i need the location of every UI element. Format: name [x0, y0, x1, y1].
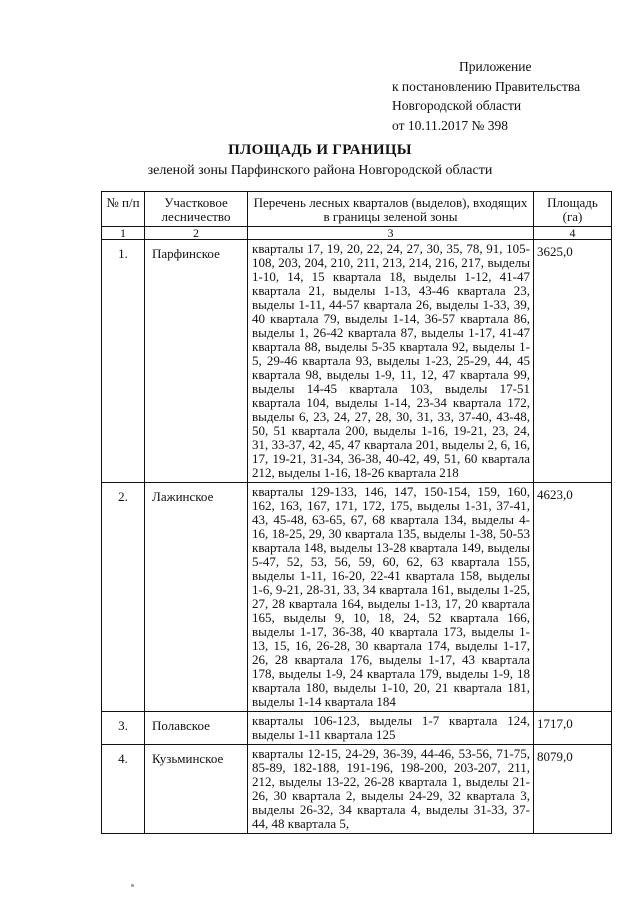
scan-speck	[131, 884, 134, 887]
header-number: № п/п	[102, 192, 145, 227]
header-forestry: Участковое лесничество	[145, 192, 248, 227]
green-zone-table	[101, 191, 612, 834]
table-row	[102, 240, 612, 483]
table-header-row	[102, 192, 612, 227]
table-row	[102, 712, 612, 745]
appendix-line-4: от 10.11.2017 № 398	[392, 117, 508, 133]
row-quarters: кварталы 129-133, 146, 147, 150-154, 159, 160, 162, 163, 167, 171, 172, 175, выделы 1-31, 37-41, 43, 45-48, 63-65, 67, 68 квартала 134, выделы 4-16, 18-25, 29, 30 квартала 135, выделы 1-38, 50-53 квартала 148, выделы 13-28 квартала 149, выделы 5-47, 52, 53, 56, 59, 60, 62, 63 квартала 155, выделы 1-11, 16-20, 22-41 квартала 158, выделы 1-6, 9-21, 28-31, 33, 34 квартала 161, выделы 1-25, 27, 28 квартала 164, выделы 1-13, 17, 20 квартала 165, выделы 9, 10, 18, 24, 52 квартала 166, выделы 1-17, 36-38, 40 квартала 173, выделы 1-13, 15, 16, 26-28, 30 квартала 174, выделы 1-17, 26, 28 квартала 176, выделы 1-17, 43 квартала 178, выделы 1-9, 24 квартала 179, выделы 1-9, 18 квартала 180, выделы 1-10, 20, 21 квартала 181, выделы 1-14 квартала 184	[248, 483, 534, 712]
row-forestry: Кузьминское	[145, 745, 248, 834]
header-area: Площадь (га)	[534, 192, 612, 227]
row-number: 4.	[102, 745, 145, 834]
row-area: 4623,0	[534, 483, 612, 712]
table-row	[102, 745, 612, 834]
header-quarters: Перечень лесных кварталов (выделов), входящих в границы зеленой зоны	[248, 192, 534, 227]
column-number: 2	[145, 227, 248, 240]
column-number: 4	[534, 227, 612, 240]
row-number: 2.	[102, 483, 145, 712]
document-title: ПЛОЩАДЬ И ГРАНИЦЫ	[228, 142, 412, 158]
row-quarters: кварталы 12-15, 24-29, 36-39, 44-46, 53-56, 71-75, 85-89, 182-188, 191-196, 198-200, 203-207, 211, 212, выделы 13-22, 26-28 квартала 1, выделы 21-26, 30 квартала 2, выделы 24-29, 32 квартала 3, выделы 26-32, 34 квартала 4, выделы 31-33, 37-44, 48 квартала 5,	[248, 745, 534, 834]
column-number-row	[102, 227, 612, 240]
row-area: 8079,0	[534, 745, 612, 834]
document-subtitle: зеленой зоны Парфинского района Новгородской области	[147, 163, 493, 178]
appendix-line-1: Приложение	[459, 59, 532, 74]
column-number: 1	[102, 227, 145, 240]
appendix-line-3: Новгородской области	[392, 98, 522, 113]
row-area: 1717,0	[534, 712, 612, 745]
column-number: 3	[248, 227, 534, 240]
appendix-line-2: к постановлению Правительства	[392, 78, 581, 94]
row-forestry: Полавское	[145, 712, 248, 745]
row-quarters: кварталы 17, 19, 20, 22, 24, 27, 30, 35, 78, 91, 105-108, 203, 204, 210, 211, 213, 214, 216, 217, выделы 1-10, 14, 15 квартала 18, выделы 1-12, 41-47 квартала 21, выделы 1-13, 43-46 квартала 23, выделы 1-11, 44-57 квартала 26, выделы 1-33, 39, 40 квартала 79, выделы 1-14, 36-57 квартала 86, выделы 1, 26-42 квартала 87, выделы 1-17, 41-47 квартала 88, выделы 5-35 квартала 92, выделы 1-5, 29-46 квартала 93, выделы 1-23, 25-29, 44, 45 квартала 98, выделы 1-9, 11, 12, 47 квартала 99, выделы 14-45 квартала 103, выделы 17-51 квартала 104, выделы 1-14, 23-34 квартала 172, выделы 6, 23, 24, 27, 28, 30, 31, 33, 37-40, 43-48, 50, 51 квартала 200, выделы 1-16, 19-21, 23, 24, 31, 33-37, 42, 45, 47 квартала 201, выделы 2, 6, 16, 17, 19-21, 31-34, 36-38, 40-42, 49, 51, 60 квартала 212, выделы 1-16, 18-26 квартала 218	[248, 240, 534, 483]
row-area: 3625,0	[534, 240, 612, 483]
appendix-block	[392, 57, 580, 135]
row-forestry: Парфинское	[145, 240, 248, 483]
table-row	[102, 483, 612, 712]
row-number: 1.	[102, 240, 145, 483]
row-forestry: Лажинское	[145, 483, 248, 712]
row-number: 3.	[102, 712, 145, 745]
row-quarters: кварталы 106-123, выделы 1-7 квартала 124, выделы 1-11 квартала 125	[248, 712, 534, 745]
